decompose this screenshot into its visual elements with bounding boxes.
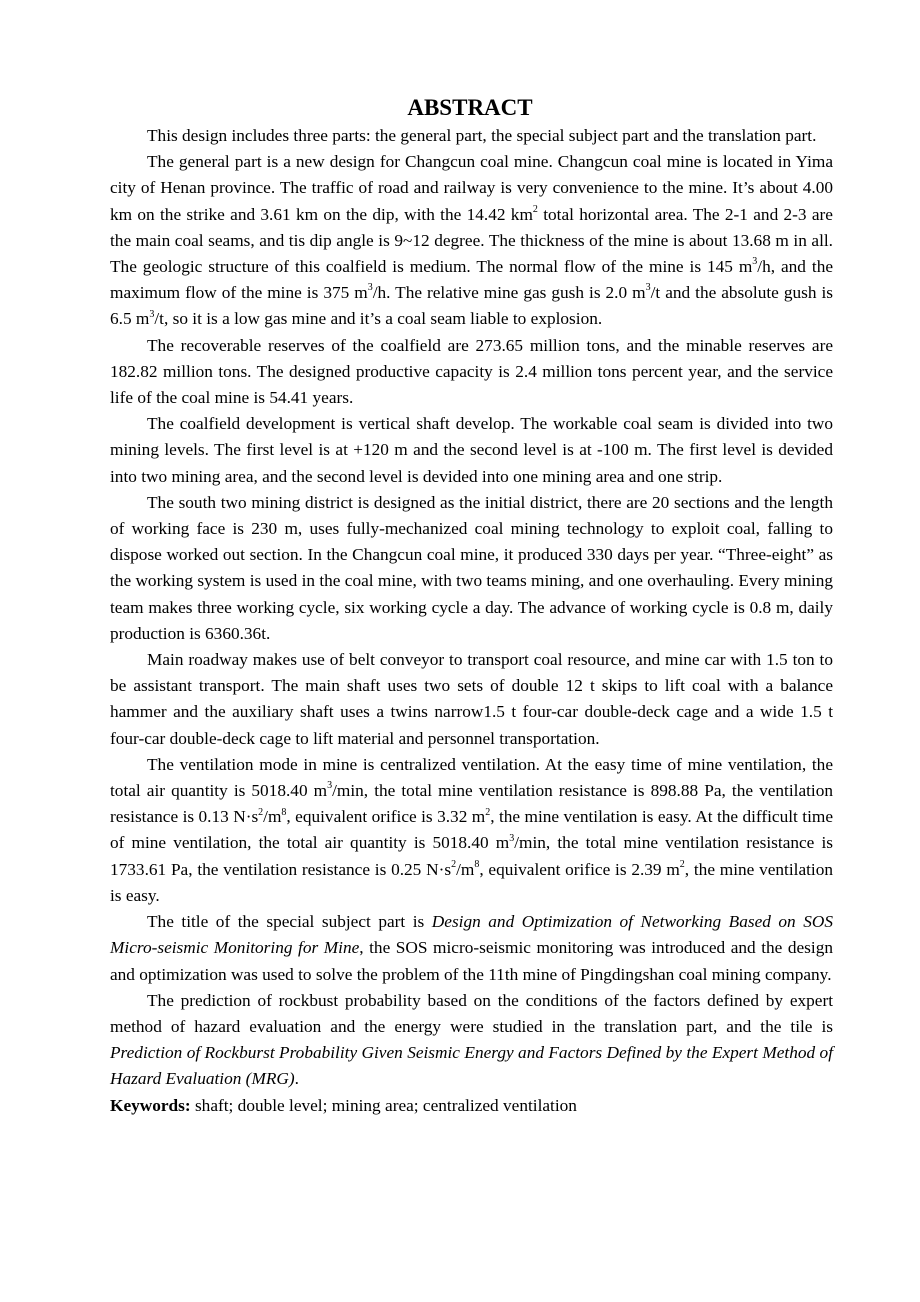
paragraph-translation: The prediction of rockbust probability based on the conditions of the factors defined by expert method of hazard evaluation and the energy were studied in the translation part, and the tile is Prediction of Rockburst Probability Given Seismic Energy and Factors Defined by the Expert Method of Hazard Evaluation (MRG). — [110, 990, 833, 1089]
translation-title: Prediction of Rockburst Probability Given Seismic Energy and Factors Defined by the Expert Method of Hazard Evaluation (MRG) — [110, 1043, 833, 1089]
special-subject-title: Design and Optimization of Networking Based on SOS Micro-seismic Monitoring for Mine — [110, 912, 833, 958]
keywords-label: Keywords: — [110, 1095, 191, 1115]
paragraph-general-part: The general part is a new design for Changcun coal mine. Changcun coal mine is located in Yima city of Henan province. The traffic of road and railway is very convenience to the mine. It’s about 4.00 km on the strike and 3.61 km on the dip, with the 14.42 $km^2$ total horizontal area. The 2-1 and 2-3 are the main coal seams, and tis dip angle is 9~12 degree. The thickness of the mine is about 13.68 m in all. The geologic structure of this coalfield is medium. The normal flow of the mine is 145 $m^3/h$, and the maximum flow of the mine is 375 $m^3/h$. The relative mine gas gush is 2.0 $m^3/t$ and the absolute gush is 6.5 $m^3/t$, so it is a low gas mine and it’s a coal seam liable to explosion. — [110, 152, 834, 329]
paragraph-development: The coalfield development is vertical shaft develop. The workable coal seam is divided into two mining levels. The first level is at +120 m and the second level is at -100 m. The first level is devided into two mining area, and the second level is devided into one mining area and one strip. — [110, 414, 833, 486]
paragraph-mining-district: The south two mining district is designed as the initial district, there are 20 sections and the length of working face is 230 m, uses fully-mechanized coal mining technology to exploit coal, falling to dispose worked out section. In the Changcun coal mine, it produced 330 days per year. “Three-eight” as the working system is used in the coal mine, with two teams mining, and one overhauling. Every mining team makes three working cycle, six working cycle a day. The advance of working cycle is 0.8 m, daily production is 6360.36t. — [110, 492, 833, 643]
paragraph-overview: This design includes three parts: the general part, the special subject part and the translation part. — [147, 126, 817, 145]
paragraph-reserves: The recoverable reserves of the coalfield are 273.65 million tons, and the minable reserves are 182.82 million tons. The designed productive capacity is 2.4 million tons percent year, and the service life of the coal mine is 54.41 years. — [110, 335, 833, 408]
paragraph-ventilation: The ventilation mode in mine is centralized ventilation. At the easy time of mine ventilation, the total air quantity is 5018.40 $m^3/\min$, the total mine ventilation resistance is 898.88 Pa, the ventilation resistance is 0.13 $N\cdot s^2/m^8$, equivalent orifice is 3.32 $m^2$, the mine ventilation is easy. At the difficult time of mine ventilation, the total air quantity is 5018.40 $m^3/\min$, the total mine ventilation resistance is 1733.61 Pa, the ventilation resistance is 0.25 $N\cdot s^2/m^8$, equivalent orifice is 2.39 $m^2$, the mine ventilation is easy. — [110, 754, 834, 905]
paragraph-special-subject: The title of the special subject part is Design and Optimization of Networking Based on SOS Micro-seismic Monitoring for Mine, the SOS micro-seismic monitoring was introduced and the design and optimization was used to solve the problem of the 11th mine of Pingdingshan coal mining company. — [110, 912, 833, 984]
paragraph-transport: Main roadway makes use of belt conveyor to transport coal resource, and mine car with 1.5 ton to be assistant transport. The main shaft uses two sets of double 12 t skips to lift coal with a balance hammer and the auxiliary shaft uses a twins narrow1.5 t four-car double-deck cage and a wide 1.5 t four-car double-deck cage to lift material and personnel transportation. — [110, 650, 833, 748]
abstract-title: ABSTRACT — [407, 95, 533, 120]
keywords-line — [110, 1093, 833, 1119]
abstract-body — [110, 123, 833, 1119]
keywords-text: shaft; double level; mining area; centralized ventilation — [190, 1095, 577, 1115]
